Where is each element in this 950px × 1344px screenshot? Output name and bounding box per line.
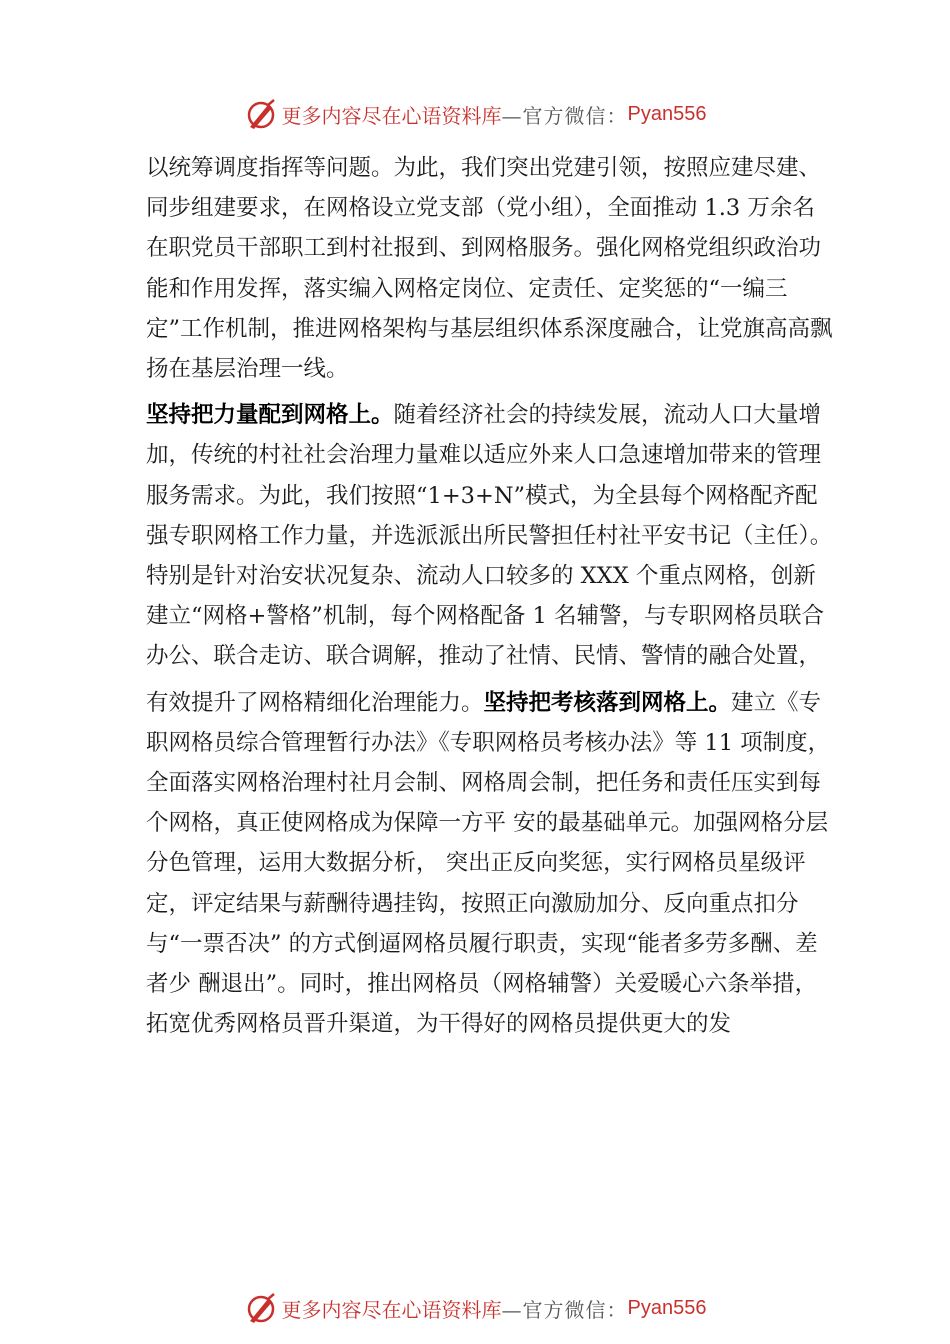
paragraph bbox=[146, 683, 836, 1045]
banner-text-dark: —官方微信： bbox=[501, 103, 628, 128]
text-run: 有效提升了网格精细化治理能力。 bbox=[146, 689, 484, 716]
banner-wechat-id: Pyan556 bbox=[627, 1296, 707, 1319]
bold-heading: 坚持把考核落到网格上。 bbox=[483, 689, 732, 716]
banner-text-red: 更多内容尽在心语资料库 bbox=[281, 103, 502, 128]
banner-wechat-id: Pyan556 bbox=[627, 102, 707, 125]
text-run: 建立《专职网格员综合管理暂行办法》《专职网格员考核办法》等 11 项制度，全面落实网格治理村社月会制、网格周会制，把任务和责任压实到每个网格，真正使网格成为保障一方平 安的最基础单元。加强网格分层分色管理，运用大数据分析， 突出正反向奖惩，实行网格员星级评定，评定结果与薪酬待遇挂钩，按照正向激励加分、反向重点扣分与“一票否决” 的方式倒逼网格员履行职责，实现“能者多劳多酬、差者少 酬退出”。同时，推出网格员（网格辅警）关爱暖心六条举措， 拓宽优秀网格员晋升渠道，为干得好的网格员提供更大的发 bbox=[146, 689, 831, 1038]
banner-text-dark: —官方微信： bbox=[501, 1297, 628, 1322]
paragraph bbox=[146, 148, 836, 389]
text-run: 以统筹调度指挥等问题。为此，我们突出党建引领，按照应建尽建、同步组建要求，在网格设立党支部（党小组），全面推动 1.3 万余名在职党员干部职工到村社报到、到网格服务。强化网格党组织政治功能和作用发挥，落实编入网格定岗位、定责任、定奖惩的“一编三定”工作机制，推进网格架构与基层组织体系深度融合，让党旗高高飘扬在基层治理一线。 bbox=[146, 155, 833, 383]
text-run: 随着经济社会的持续发展，流动人口大量增加，传统的村社社会治理力量难以适应外来人口急速增加带来的管理服务需求。为此，我们按照“1+3+N”模式，为全县每个网格配齐配强专职网格工作力量，并选派派出所民警担任村社平安书记（主任）。特别是针对治安状况复杂、流动人口较多的 XXX 个重点网格，创新建立“网格+警格”机制，每个网格配备 1 名辅警，与专职网格员联合办公、联合走访、联合调解，推动了社情、民情、警情的融合处置， bbox=[146, 402, 833, 670]
document-body bbox=[146, 148, 836, 1044]
banner-text-red: 更多内容尽在心语资料库 bbox=[281, 1297, 502, 1322]
red-pen-circle-logo-icon bbox=[244, 97, 278, 131]
footer-watermark-banner bbox=[0, 1288, 950, 1328]
bold-heading: 坚持把力量配到网格上。 bbox=[146, 402, 394, 429]
header-watermark-banner bbox=[0, 94, 950, 134]
red-pen-circle-logo-icon bbox=[244, 1291, 278, 1325]
paragraph bbox=[146, 395, 836, 676]
